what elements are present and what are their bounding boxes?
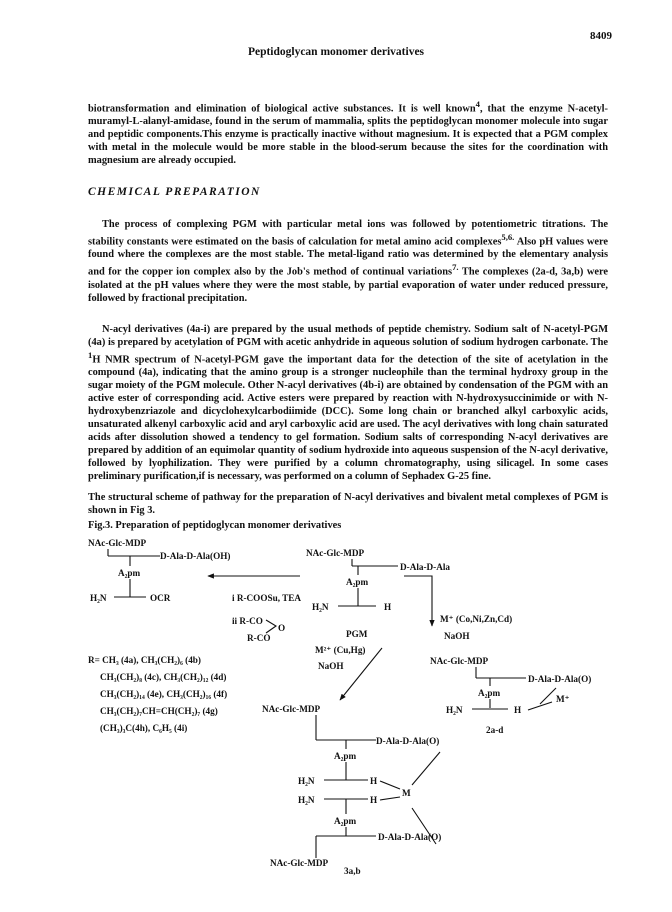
- m-plus-base: NaOH: [444, 631, 470, 641]
- m2-ions: M²⁺ (Cu,Hg): [315, 645, 366, 655]
- dimer-h-2: H: [370, 795, 378, 805]
- reaction-scheme: [0, 530, 672, 912]
- pgm-h2n-label: H₂N: [312, 602, 329, 612]
- pgm-structure: [306, 548, 450, 639]
- dimer-h2n-2: H₂N: [298, 795, 315, 805]
- r-group-line: R= CH₃ (4a), CH₃(CH₂)₆ (4b): [88, 655, 201, 665]
- acyl-a2pm-label: A₂pm: [118, 568, 141, 578]
- dimer-h2n-1: H₂N: [298, 776, 315, 786]
- dimer-a2pm-bottom: A₂pm: [334, 816, 357, 826]
- dimer-h-1: H: [370, 776, 378, 786]
- complex-2a-d-structure: [430, 656, 591, 735]
- page-number: 8409: [590, 30, 612, 42]
- acyl-derivative-structure: [88, 538, 230, 603]
- acyl-chain-label: D-Ala-D-Ala(OH): [160, 551, 231, 561]
- pgm-top-label: NAc-Glc-MDP: [306, 548, 365, 558]
- acyl-h2n-label: H₂N: [90, 593, 107, 603]
- acyl-top-label: NAc-Glc-MDP: [88, 538, 147, 548]
- pgm-h-label: H: [384, 602, 392, 612]
- reagent-ii-bottom: R-CO: [247, 633, 271, 643]
- reagent-i: i R-COOSu, TEA: [232, 593, 302, 603]
- acyl-ocr-label: OCR: [150, 593, 171, 603]
- r-group-line: CH₃(CH₂)₇CH=CH(CH₂)₇ (4g): [100, 706, 218, 716]
- dimer-bottom-label: NAc-Glc-MDP: [270, 858, 329, 868]
- dimer-m: M: [402, 788, 411, 798]
- m-plus-ions: M⁺ (Co,Ni,Zn,Cd): [440, 614, 513, 624]
- dimer-top-label: NAc-Glc-MDP: [262, 704, 321, 714]
- dimer-chain-bottom: D-Ala-D-Ala(O): [378, 832, 442, 842]
- r-group-line: (CH₃)₃C(4h), C₆H₅ (4i): [100, 723, 188, 733]
- m2-base: NaOH: [318, 661, 344, 671]
- paragraph-scheme-intro: The structural scheme of pathway for the preparation of N-acyl derivatives and bivalent metal complexes of PGM is shown in Fig 3.: [88, 492, 608, 516]
- dimer-chain-top: D-Ala-D-Ala(O): [376, 736, 440, 746]
- right-chain-label: D-Ala-D-Ala(O): [528, 674, 592, 684]
- figure-caption: Fig.3. Preparation of peptidoglycan monomer derivatives: [88, 520, 342, 531]
- paragraph-intro: biotransformation and elimination of biological active substances. It is well known$^4$, that the enzyme N-acetyl-muramyl-L-alanyl-amidase, found in the serum of mammalia, splits the peptidoglycan monomer molecule into sugar and peptidic components.This enzyme is practically inactive without magnesium. It is expected that a PGM complex with metal in the molecule would be more stable in the blood-serum because the sites for the coordination with magnesium are already occupied.: [88, 99, 608, 167]
- r-group-line: CH₃(CH₂)₁₄ (4e), CH₃(CH₂)₁₆ (4f): [100, 689, 228, 699]
- dimer-a2pm-top: A₂pm: [334, 751, 357, 761]
- right-compound-label: 2a-d: [486, 725, 504, 735]
- paragraph-acyl: N-acyl derivatives (4a-i) are prepared by the usual methods of peptide chemistry. Sodium salt of N-acetyl-PGM (4a) is prepared by acetylation of PGM with acetic anhydride in aqueous solution of sodium hydrogen carbonate. The $^1$H NMR spectrum of N-acetyl-PGM gave the important data for the detection of the site of acetylation in the compound (4a), indicating that the amino group is a stronger nucleophile than the terminal hydroxy group in the sugar moiety of the PGM molecule. Other N-acyl derivatives (4b-i) are obtained by condensation of the PGM with an active ester of corresponding acid. Active esters were prepared by reaction with N-hydroxysuccinimide or with N-hydroxybenzriazole and dicyclohexylcarbodiimide (DCC). Some long chain or branched alkyl carboxylic acids, unsaturated alkenyl carboxylic acid and aryl carboxylic acid are used. The acyl derivatives with long chain saturated acids after dissolution showed a tendency to gel formation. Sodium salts of corresponding N-acyl derivatives are prepared by addition of an equimolar quantity of sodium hydroxide into aqueous suspension of the N-acyl derivative, followed by lyophilization. They were purified by a column chromatography, using silicagel. In some cases preliminary purification,if is necessary, was performed on a column of Sephadex G-25 fine.: [88, 324, 608, 483]
- running-title: Peptidoglycan monomer derivatives: [247, 46, 425, 58]
- dimer-compound-label: 3a,b: [344, 866, 361, 876]
- r-group-list: [88, 655, 227, 733]
- pgm-chain-label: D-Ala-D-Ala: [400, 562, 451, 572]
- right-h-label: H: [514, 705, 522, 715]
- right-a2pm-label: A₂pm: [478, 688, 501, 698]
- pgm-label: PGM: [346, 629, 368, 639]
- right-m-label: M⁺: [556, 694, 570, 704]
- pgm-a2pm-label: A₂pm: [346, 577, 369, 587]
- r-group-line: CH₃(CH₂)₈ (4c), CH₃(CH₂)₁₂ (4d): [100, 672, 227, 682]
- reagent-ii-top: ii R-CO: [232, 616, 263, 626]
- paragraph-complexing: The process of complexing PGM with particular metal ions was followed by potentiometric titrations. The stability constants were estimated on the basis of calculation for metal amino acid complexes$^{5,6.}$ Also pH values were found where the complexes are the most stable. The metal-ligand ratio was determined by the elementary analysis and for the copper ion complex also by the Job's method of continual variations$^{7.}$ The complexes (2a-d, 3a,b) were isolated at the pH values where they were the most stable, by partial evaporation of water under reduced pressure, followed by fractional precipitation.: [88, 219, 608, 304]
- section-heading: CHEMICAL PREPARATION: [88, 186, 261, 198]
- reagent-ii-oxygen: O: [278, 623, 286, 633]
- right-top-label: NAc-Glc-MDP: [430, 656, 489, 666]
- arrow-to-2a-d: [404, 576, 432, 626]
- complex-3a-b-structure: [262, 704, 441, 876]
- arrow-to-3a-b: [340, 648, 382, 700]
- right-h2n-label: H₂N: [446, 705, 463, 715]
